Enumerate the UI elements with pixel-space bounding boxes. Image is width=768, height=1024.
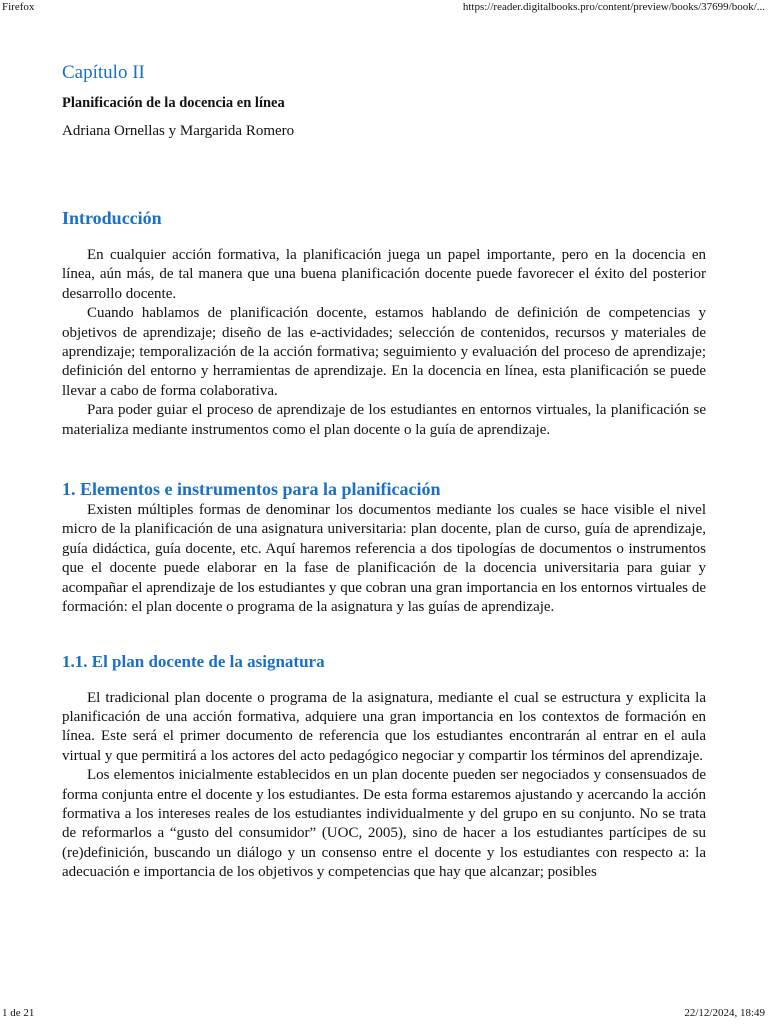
chapter-label: Capítulo II — [62, 62, 145, 83]
section-body-plan-docente — [62, 689, 706, 883]
paragraph: Para poder guiar el proceso de aprendizaje de los estudiantes en entornos virtuales, la planificación se materializa mediante instrumentos como el plan docente o la guía de aprendizaje. — [62, 402, 706, 438]
chapter-authors: Adriana Ornellas y Margarida Romero — [62, 123, 295, 139]
print-datetime: 22/12/2024, 18:49 — [684, 1007, 765, 1019]
paragraph: Cuando hablamos de planificación docente, estamos hablando de definición de competencias y objetivos de aprendizaje; diseño de las e-actividades; selección de contenidos, recursos y materiales de aprendizaje; temporalización de la acción formativa; seguimiento y evaluación del proceso de aprendizaje; definición del entorno y herramientas de aprendizaje. En la docencia en línea, esta planificación se puede llevar a cabo de forma colaborativa. — [62, 305, 706, 399]
section-heading-introduccion: Introducción — [62, 208, 162, 228]
page-indicator: 1 de 21 — [2, 1007, 35, 1019]
page-url: https://reader.digitalbooks.pro/content/preview/books/37699/book/... — [462, 1, 765, 13]
paragraph: El tradicional plan docente o programa de la asignatura, mediante el cual se estructura y explicita la planificación de una acción formativa, adquiere una gran importancia en los contextos de formación en línea. Este será el primer documento de referencia que los estudiantes encontrarán al entrar en el aula virtual y que permitirá a los actores del acto pedagógico negociar y compartir los términos del aprendizaje. — [62, 689, 706, 764]
section-body-introduccion — [62, 246, 706, 440]
browser-name: Firefox — [2, 1, 35, 13]
chapter-title: Planificación de la docencia en línea — [62, 95, 285, 111]
section-heading-elementos: 1. Elementos e instrumentos para la planificación — [62, 479, 441, 500]
paragraph: Los elementos inicialmente establecidos en un plan docente pueden ser negociados y consensuados de forma conjunta entre el docente y los estudiantes. De esta forma estaremos ajustando y acercando la acción formativa a los intereses reales de los estudiantes individualmente y del grupo en su conjunto. No se trata de reformarlos a “gusto del consumidor” (UOC, 2005), sino de hacer a los estudiantes partícipes de su (re)definición, buscando un diálogo y un consenso entre el docente y los estudiantes con respecto a: la adecuación e importancia de los objetivos y competencias que hay que alcanzar; posibles — [62, 767, 706, 881]
section-heading-plan-docente: 1.1. El plan docente de la asignatura — [62, 651, 325, 671]
section-body-elementos — [62, 501, 706, 617]
print-footer — [0, 1004, 768, 1024]
document-content — [62, 60, 706, 883]
print-header — [0, 0, 768, 16]
paragraph: En cualquier acción formativa, la planificación juega un papel importante, pero en la docencia en línea, aún más, de tal manera que una buena planificación docente puede favorecer el éxito del posterior desarrollo docente. — [62, 247, 706, 302]
paragraph: Existen múltiples formas de denominar los documentos mediante los cuales se hace visible el nivel micro de la planificación de una asignatura universitaria: plan docente, plan de curso, guía de aprendizaje, guía didáctica, guía docente, etc. Aquí haremos referencia a dos tipologías de documentos o instrumentos que el docente puede elaborar en la fase de planificación de la docencia universitaria para guiar y acompañar el aprendizaje de los estudiantes y que cobran una gran importancia en los entornos virtuales de formación: el plan docente o programa de la asignatura y las guías de aprendizaje. — [62, 502, 706, 616]
